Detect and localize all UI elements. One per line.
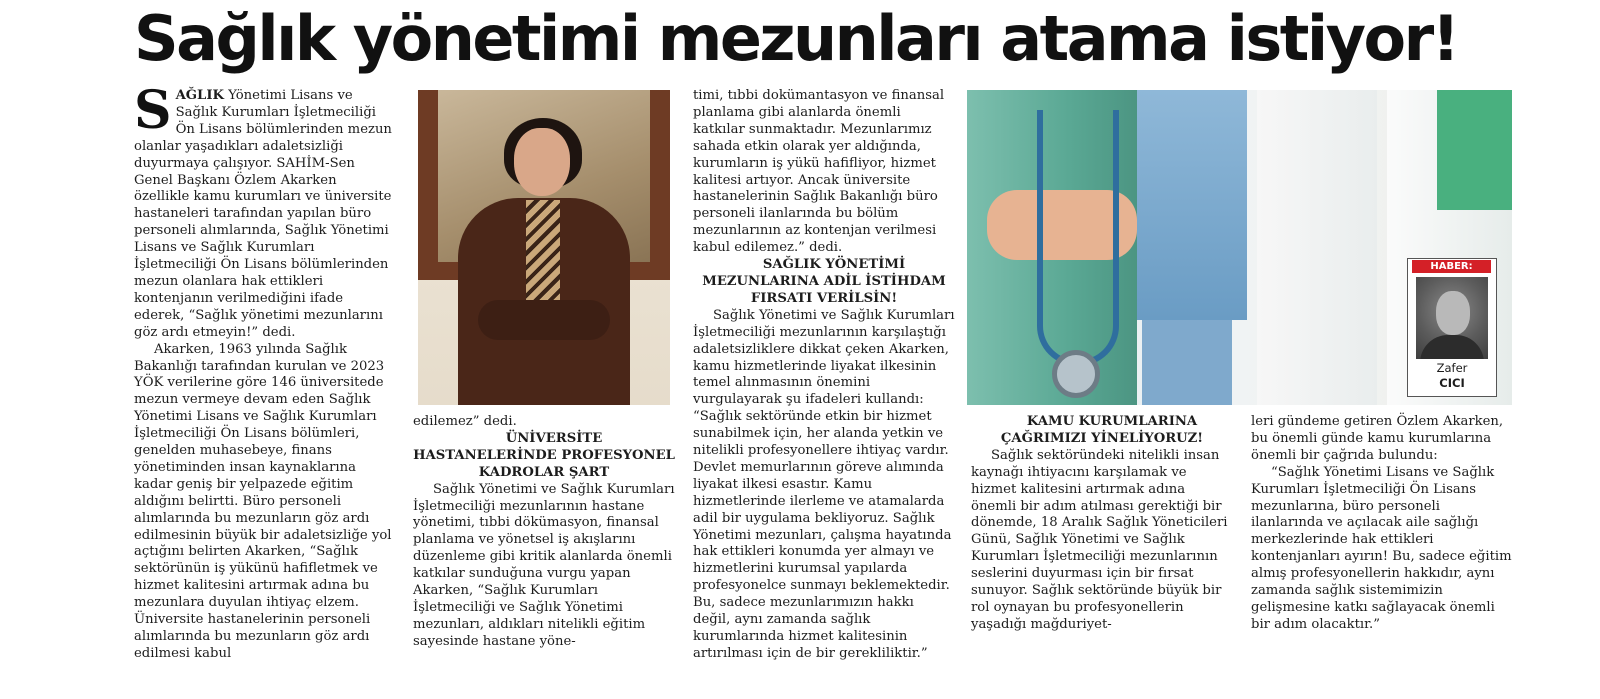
paragraph: Sağlık Yönetimi ve Sağlık Kurumları İşletmeciliği mezunlarının karşılaştığı adaletsizliklere dikkat çeken Akarken, kamu hizmetlerinde liyakat ilkesinin temel alınmasının önemini vurgulayarak şu ifadeleri kullandı: “Sağlık sektöründe etkin bir hizmet sunabilmek için, her alanda yetkin ve nitelikli profesyonellere ihtiyaç vardır. Devlet memurlarının göreve alımında liyakat ilkesi esastır. Kamu hizmetlerinde ilerleme ve atamalarda adil bir uygulama bekliyoruz. Sağlık Yönetimi mezunları, çalışma hayatında hak ettikleri konumda yer almayı ve hizmetlerini kurumsal yapılarda profesyonelce sunmayı beklemektedir. Bu, sadece mezunlarımızın hakkı değil, aynı zamanda sağlık kurumlarında hizmet kalitesinin artırılması için de bir gerekliliktir.”	[693, 307, 955, 661]
author-last-name: CICI	[1439, 376, 1465, 390]
article-column-5	[1251, 414, 1513, 634]
headline: Sağlık yönetimi mezunları atama istiyor!	[134, 2, 1458, 75]
stethoscope-icon	[1037, 110, 1119, 366]
article-column-4	[971, 414, 1233, 634]
paragraph-1-text: Yönetimi Lisans ve Sağlık Kurumları İşletmeciliği Ön Lisans bölümlerinden mezun olanlar yaşadıkları adaletsizliği duyurmaya çalışıyor. SAHİM-Sen Genel Başkanı Özlem Akarken özellikle kamu kurumları ve üniversite hastaneleri tarafından yapılan büro personeli alımlarında, Sağlık Yönetimi Lisans ve Sağlık Kurumları İşletmeciliği Ön Lisans bölümlerinden mezun olanlara hak ettikleri kontenjanın verilmediğini ifade ederek, “Sağlık yönetimi mezunlarını göz ardı etmeyin!” dedi.	[134, 88, 392, 340]
paragraph: Sağlık Yönetimi ve Sağlık Kurumları İşletmeciliği mezunlarının hastane yönetimi, tıbbi dökümasyon, finansal planlama ve yönetsel iş akışlarını düzenleme gibi kritik alanlarda önemli katkılar sunduğuna vurgu yapan Akarken, “Sağlık Kurumları İşletmeciliği ve Sağlık Yönetimi mezunları, aldıkları nitelikli eğitim sayesinde hastane yöne-	[413, 481, 675, 649]
article-column-1	[134, 80, 396, 663]
photo-ozlem-akarken	[418, 90, 670, 405]
paragraph-continuation: edilemez” dedi.	[413, 414, 517, 429]
drop-cap: S	[134, 80, 172, 141]
paragraph-1	[134, 80, 396, 342]
paragraph: Sağlık sektöründeki nitelikli insan kaynağı ihtiyacını karşılamak ve hizmet kalitesini artırmak adına önemli bir adım atılması gerektiği bir dönemde, 18 Aralık Sağlık Yöneticileri Günü, Sağlık Yönetimi ve Sağlık Kurumları İşletmeciliği mezunlarının seslerini duyurması için bir fırsat sunuyor. Sağlık sektöründe büyük bir rol oynayan bu profesyonellerin yaşadığı mağduriyet-	[971, 447, 1228, 632]
subheading-adil-istihdam: SAĞLIK YÖNETİMİ MEZUNLARINA ADİL İSTİHDAM FIRSATI VERİLSİN!	[702, 257, 946, 306]
paragraph-continuation: timi, tıbbi dokümantasyon ve finansal planlama gibi alanlarda önemli katkılar sunmaktadır. Mezunlarımız sahada etkin olarak yer aldığında, kurumların iş yükü hafifliyor, hizmet kalitesi artıyor. Ancak üniversite hastanelerinin Sağlık Bakanlığı büro personeli ilanlarında bu bölüm mezunlarının az kontenjan verilmesi kabul edilemez.” dedi.	[693, 88, 945, 256]
author-box	[1407, 258, 1497, 397]
author-first-name: Zafer	[1436, 361, 1468, 375]
lead-word: AĞLIK	[175, 88, 224, 103]
article-column-3	[693, 88, 955, 663]
article-column-2	[413, 414, 675, 651]
subheading-kamu-kurumlarina: KAMU KURUMLARINA ÇAĞRIMIZI YİNELİYORUZ!	[1000, 414, 1204, 446]
paragraph-2: Akarken, 1963 yılında Sağlık Bakanlığı tarafından kurulan ve 2023 YÖK verilerine göre 146 üniversitede mezun vermeye devam eden Sağlık Yönetimi Lisans ve Sağlık Kurumları İşletmeciliği Ön Lisans bölümleri, genelden muhasebeye, finans yönetiminden insan kaynaklarına kadar geniş bir yelpazede eğitim aldığını belirtti. Büro personeli alımlarında bu mezunların göz ardı edilmesinin büyük bir adaletsizliğe yol açtığını belirten Akarken, “Sağlık sektörünün iş yükünü hafifletmek ve hizmet kalitesini artırmak adına bu mezunlara duyulan ihtiyaç elzem. Üniversite hastanelerinin personeli alımlarında bu mezunların göz ardı edilmesi kabul	[134, 341, 392, 661]
paragraph-continuation: leri gündeme getiren Özlem Akarken, bu önemli günde kamu kurumlarına önemli bir çağrıda bulundu:	[1251, 414, 1504, 463]
author-tag: HABER:	[1412, 260, 1491, 273]
subheading-universite: ÜNİVERSİTE HASTANELERİNDE PROFESYONEL KADROLAR ŞART	[413, 430, 675, 480]
paragraph-quote: “Sağlık Yönetimi Lisans ve Sağlık Kurumları İşletmeciliği Ön Lisans mezunlarına, büro personeli ilanlarında ve açılacak aile sağlığı merkezlerinde hak ettikleri kontenjanları ayırın! Bu, sadece eğitim almış profesyonellerin hakkıdır, aynı zamanda sağlık sistemimizin gelişmesine katkı sağlayacak önemli bir adım olacaktır.”	[1251, 464, 1512, 632]
author-photo	[1416, 277, 1488, 359]
